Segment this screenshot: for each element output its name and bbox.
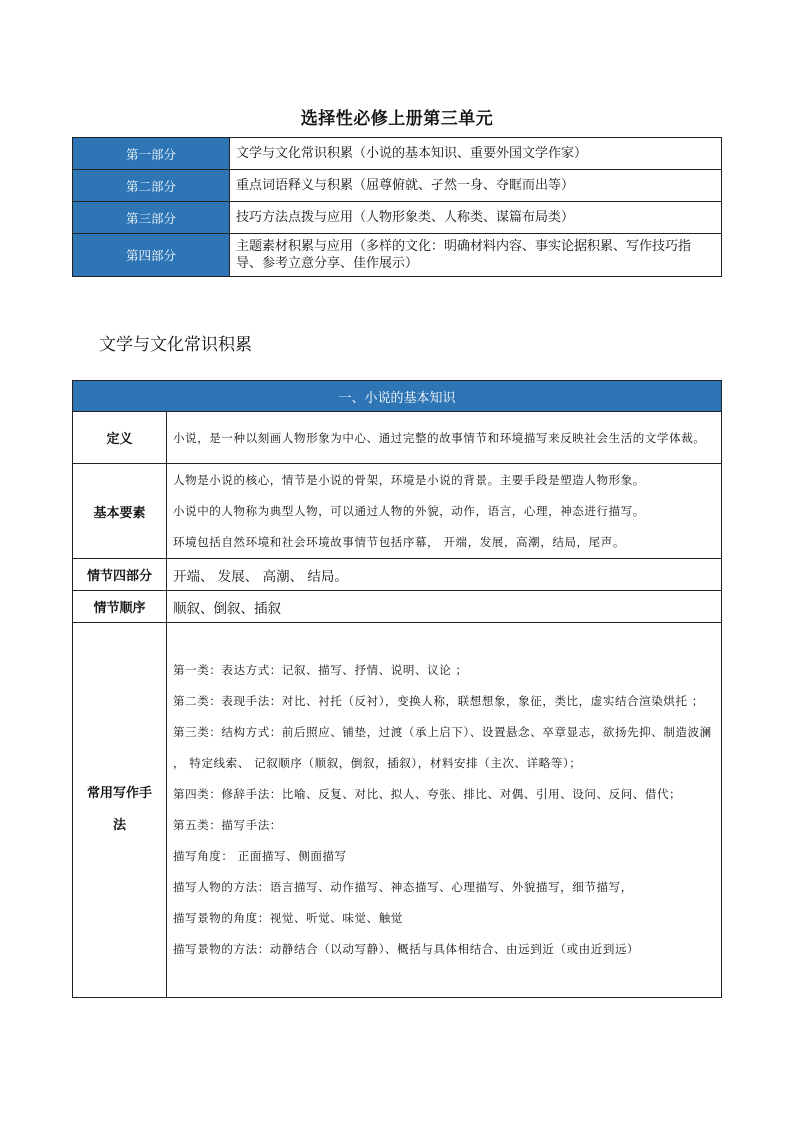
overview-row [73, 234, 722, 277]
elements-line: 人物是小说的核心，情节是小说的骨架，环境是小说的背景。主要手段是塑造人物形象。 [173, 472, 645, 487]
definition-text: 小说，是一种以刻画人物形象为中心、通过完整的故事情节和环境描写来反映社会生活的文学体裁。 [167, 412, 722, 464]
overview-part-label: 第一部分 [73, 138, 230, 170]
elements-label: 基本要素 [73, 464, 167, 559]
plot-order-row [73, 591, 722, 623]
overview-row [73, 138, 722, 170]
plot-parts-label: 情节四部分 [73, 559, 167, 591]
overview-part-content: 主题素材积累与应用（多样的文化：明确材料内容、事实论据积累、写作技巧指导、参考立意分享、佳作展示） [230, 234, 722, 277]
methods-line: 第二类：表现手法：对比、衬托（反衬），变换人称，联想想象，象征，类比，虚实结合渲染烘托 ； [173, 694, 704, 708]
section-heading: 文学与文化常识积累 [99, 335, 252, 355]
methods-line: 描写景物的角度：视觉、听觉、味觉、触觉 [173, 911, 403, 925]
elements-line: 环境包括自然环境和社会环境故事情节包括序幕， 开端，发展，高潮，结局，尾声。 [173, 534, 625, 549]
document-title: 选择性必修上册第三单元 [300, 109, 494, 129]
novel-knowledge-table [72, 380, 722, 998]
methods-line: 第五类：描写手法： [173, 818, 282, 832]
table-banner-row [73, 381, 722, 412]
elements-line: 小说中的人物称为典型人物，可以通过人物的外貌，动作，语言，心理，神态进行描写。 [173, 503, 645, 518]
methods-content [167, 623, 722, 998]
methods-label: 常用写作手法 [73, 623, 167, 998]
methods-line: 第四类：修辞手法：比喻、反复、对比、拟人、夸张、排比、对偶、引用、设问、反问、借代； [173, 787, 682, 801]
methods-line: 第一类：表达方式：记叙、描写、抒情、说明、议论 ； [173, 663, 468, 677]
overview-part-label: 第四部分 [73, 234, 230, 277]
overview-part-content: 文学与文化常识积累（小说的基本知识、重要外国文学作家） [230, 138, 722, 170]
methods-line: 第三类：结构方式：前后照应、铺垫，过渡（承上启下）、设置悬念、卒章显志，欲扬先抑、制造波澜 ， 特定线索、 记叙顺序（顺叙，倒叙，插叙），材料安排（主次、详略等）； [173, 725, 712, 770]
methods-line: 描写角度： 正面描写、侧面描写 [173, 849, 347, 863]
overview-part-label: 第二部分 [73, 170, 230, 202]
definition-row [73, 412, 722, 464]
overview-part-content: 技巧方法点拨与应用（人物形象类、人称类、谋篇布局类） [230, 202, 722, 234]
table-banner: 一、小说的基本知识 [73, 381, 722, 412]
overview-part-content: 重点词语释义与积累（屈尊俯就、孑然一身、夺眶而出等） [230, 170, 722, 202]
plot-order-text: 顺叙、倒叙、插叙 [167, 591, 722, 623]
elements-row [73, 464, 722, 559]
plot-order-label: 情节顺序 [73, 591, 167, 623]
elements-content [167, 464, 722, 559]
methods-line: 描写景物的方法：动静结合（以动写静）、概括与具体相结合、由远到近（或由近到远） [173, 942, 640, 956]
methods-line: 描写人物的方法：语言描写、动作描写、神态描写、心理描写、外貌描写，细节描写， [173, 880, 633, 894]
plot-parts-text: 开端、 发展、 高潮、 结局。 [167, 559, 722, 591]
methods-row [73, 623, 722, 998]
plot-parts-row [73, 559, 722, 591]
overview-table [72, 137, 722, 277]
overview-part-label: 第三部分 [73, 202, 230, 234]
definition-label: 定义 [73, 412, 167, 464]
overview-row [73, 202, 722, 234]
overview-row [73, 170, 722, 202]
